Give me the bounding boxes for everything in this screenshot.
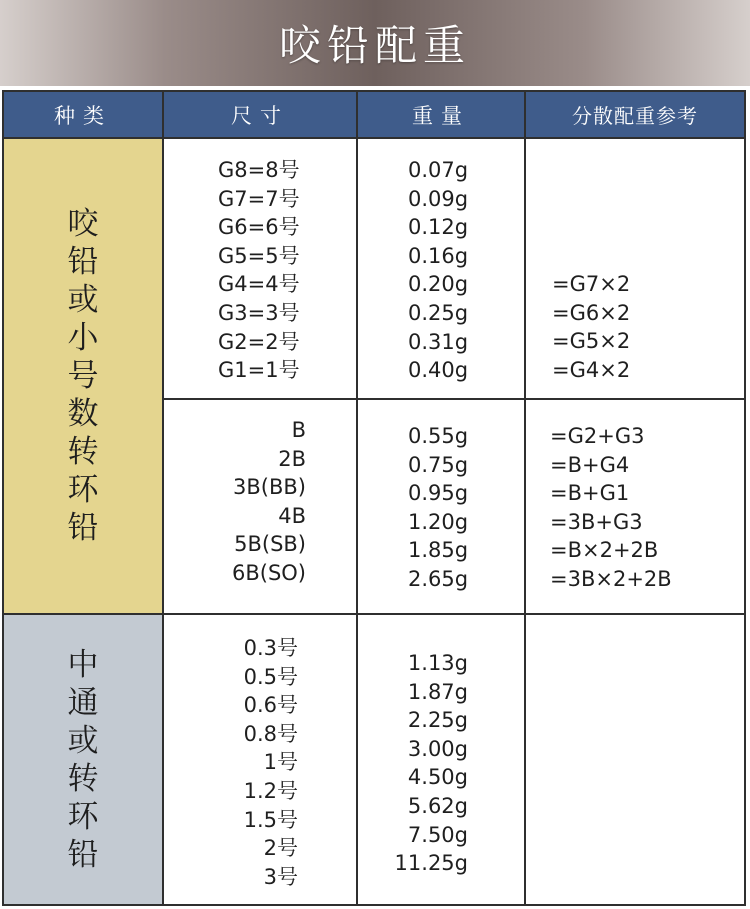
weight-value: 0.55g: [408, 424, 469, 448]
size-list: [244, 634, 298, 891]
size-value: 0.6号: [243, 693, 298, 718]
divider: [4, 613, 744, 615]
weight-value: 2.65g: [408, 566, 469, 591]
category-char: 或: [67, 282, 99, 318]
size-list: [232, 416, 306, 588]
size-value: 1.5号: [243, 807, 298, 832]
header-size: 尺寸: [164, 92, 356, 137]
category-char: 中: [67, 646, 99, 683]
size-value: 1.2号: [243, 778, 298, 803]
size-value: G3=3号: [218, 300, 300, 325]
weight-value: 1.85g: [408, 538, 469, 563]
ref-value: =B+G4: [550, 452, 630, 477]
weight-list: [395, 649, 468, 878]
divider: [162, 92, 164, 904]
weight-value: 0.31g: [408, 329, 469, 354]
category-char: 咬: [67, 206, 99, 242]
size-value: 0.3号: [243, 636, 298, 660]
ref-value: =G5×2: [552, 329, 631, 354]
size-value: 6B(SO): [231, 560, 306, 585]
size-value: 2B: [278, 446, 306, 471]
size-value: G1=1号: [218, 358, 300, 383]
page-title: 咬铅配重: [278, 21, 471, 70]
size-value: 0.5号: [243, 664, 298, 689]
ref-value: =B+G1: [550, 481, 630, 506]
weight-value: 0.75g: [408, 452, 469, 477]
weight-value: 0.07g: [408, 158, 469, 182]
size-value: 2号: [263, 836, 298, 861]
divider: [164, 398, 744, 400]
weight-value: 2.25g: [407, 708, 468, 733]
size-value: G7=7号: [218, 186, 300, 211]
weight-value: 0.16g: [408, 243, 469, 268]
category-char: 转: [67, 434, 99, 470]
weight-value: 7.50g: [407, 822, 468, 847]
size-value: G5=5号: [218, 243, 300, 268]
category-char: 铅: [67, 836, 99, 873]
size-value: 0.8号: [243, 721, 298, 746]
weight-list: [408, 156, 468, 385]
category-char: 环: [67, 472, 99, 508]
category-char: 通: [67, 684, 99, 721]
weight-value: 1.13g: [407, 651, 468, 675]
header-weight: 重量: [358, 92, 524, 137]
category-split-shot: [4, 139, 162, 613]
weight-value: 1.20g: [408, 509, 469, 534]
banner: [0, 0, 750, 86]
ref-value: =G4×2: [552, 357, 631, 382]
weight-value: 0.12g: [408, 215, 469, 240]
divider: [4, 137, 744, 139]
weight-value: 0.95g: [408, 481, 469, 506]
category-char: 数: [67, 396, 99, 432]
divider: [524, 92, 526, 904]
ref-list: [550, 422, 672, 594]
ref-value: =3B+G3: [550, 509, 643, 534]
category-char: 环: [67, 798, 99, 835]
ref-value: =B×2+2B: [550, 538, 659, 563]
size-value: 1号: [263, 750, 298, 775]
header-type: 种类: [4, 92, 162, 137]
weight-list: [408, 422, 468, 594]
ref-value: =G7×2: [552, 272, 631, 296]
category-char: 铅: [67, 244, 99, 280]
weight-value: 0.09g: [408, 186, 469, 211]
ref-list: [552, 270, 630, 384]
divider: [356, 92, 358, 904]
size-value: 5B(SB): [234, 532, 306, 557]
size-value: 3号: [263, 864, 298, 889]
category-char: 或: [67, 722, 99, 759]
category-char: 小: [67, 320, 99, 356]
category-char: 铅: [67, 510, 99, 546]
ref-value: =G6×2: [552, 300, 631, 325]
weight-value: 1.87g: [407, 679, 468, 704]
ref-value: =G2+G3: [550, 424, 645, 448]
category-char: 号: [67, 358, 99, 394]
category-char: 转: [67, 760, 99, 797]
weight-value: 11.25g: [394, 851, 468, 876]
size-value: G6=6号: [218, 215, 300, 240]
weight-value: 5.62g: [407, 793, 468, 818]
size-value: B: [291, 418, 306, 442]
size-value: 3B(BB): [233, 475, 306, 500]
weight-value: 3.00g: [407, 736, 468, 761]
ref-value: =3B×2+2B: [550, 566, 672, 591]
weight-value: 0.40g: [408, 358, 469, 383]
weight-value: 4.50g: [407, 765, 468, 790]
size-value: G8=8号: [218, 158, 300, 182]
size-list: [218, 156, 300, 385]
size-value: 4B: [278, 503, 306, 528]
size-value: G4=4号: [218, 272, 300, 297]
category-sinker: [4, 615, 162, 904]
header-ref: 分散配重参考: [526, 92, 744, 137]
weight-value: 0.25g: [408, 300, 469, 325]
size-value: G2=2号: [218, 329, 300, 354]
weight-table: [2, 90, 746, 906]
weight-value: 0.20g: [408, 272, 469, 297]
